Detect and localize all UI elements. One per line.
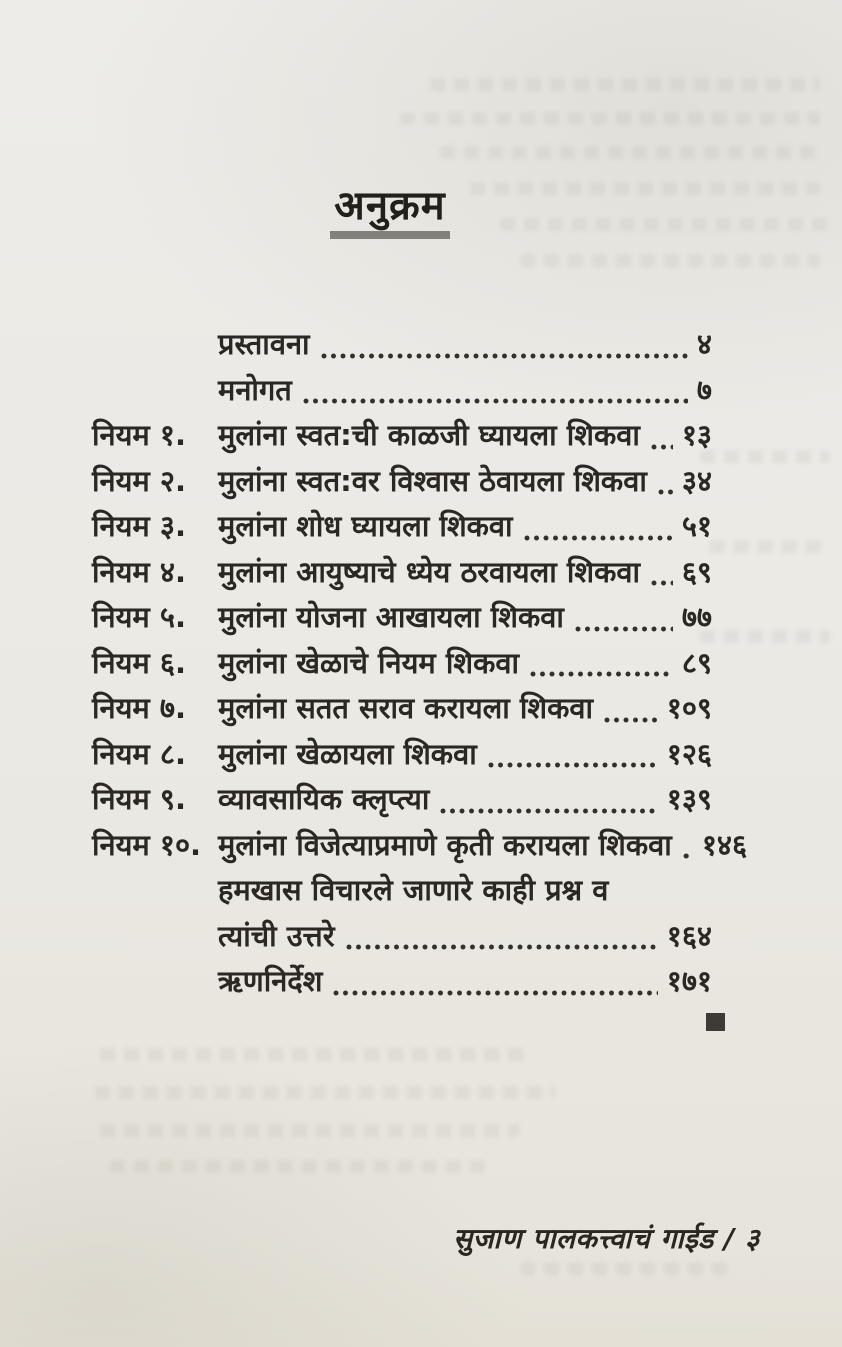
toc-page-number: १३९	[666, 782, 712, 816]
toc-page-number: ७	[696, 372, 712, 407]
toc-page-number: १७१	[666, 964, 712, 998]
heading-wrap	[0, 183, 842, 239]
dot-leader	[346, 944, 658, 950]
toc-entry-title: मुलांना विजेत्याप्रमाणे कृती करायला शिकवा	[218, 827, 672, 862]
ghost-text-band	[100, 1048, 530, 1061]
toc-page-number: ४	[696, 327, 712, 361]
toc-row	[92, 868, 712, 914]
dot-leader	[658, 489, 673, 495]
toc-row	[92, 322, 712, 368]
toc-row	[92, 595, 712, 641]
toc-row	[92, 550, 712, 596]
end-marker-square	[706, 1013, 725, 1031]
toc-row	[92, 368, 712, 414]
dot-leader	[333, 990, 657, 996]
ghost-text-band	[430, 78, 820, 91]
toc-row	[92, 641, 712, 687]
toc-row	[92, 459, 712, 505]
toc-entry-title: प्रस्तावना	[218, 327, 310, 361]
toc-entry-title: व्यावसायिक क्लृप्त्या	[218, 782, 430, 816]
toc-row	[92, 777, 712, 823]
dot-leader	[575, 626, 673, 632]
toc-page-number: १६४	[666, 918, 712, 953]
heading-underline	[330, 183, 449, 239]
toc-row	[92, 504, 712, 550]
toc-page-number: ५१	[681, 509, 712, 543]
toc-rule-label: नियम २.	[92, 463, 186, 498]
toc-entry-title: मुलांना स्वत:ची काळजी घ्यायला शिकवा	[218, 418, 640, 452]
toc-page-number: १४६	[701, 827, 748, 862]
dot-leader	[488, 762, 658, 768]
toc-page-number: ३४	[681, 463, 712, 498]
page-footer: सुजाण पालकत्त्वाचं गाईड / ३	[453, 1222, 760, 1255]
ghost-text-band	[440, 146, 820, 159]
toc-rule-label: नियम ३.	[92, 509, 186, 543]
table-of-contents	[92, 322, 748, 1005]
dot-leader	[683, 853, 693, 859]
dot-leader	[604, 717, 658, 723]
dot-leader	[440, 808, 657, 814]
dot-leader	[321, 353, 688, 359]
dot-leader	[303, 398, 688, 404]
toc-entry-title: मुलांना खेळाचे नियम शिकवा	[218, 645, 520, 680]
toc-page-number: १२६	[666, 736, 712, 771]
ghost-text-band	[700, 450, 830, 463]
toc-row	[92, 686, 712, 732]
ghost-text-band	[95, 1086, 555, 1099]
toc-rule-label: नियम १.	[92, 418, 186, 452]
toc-rule-label: नियम ६.	[92, 645, 186, 680]
toc-entry-title: मुलांना शोध घ्यायला शिकवा	[218, 509, 513, 543]
toc-rule-label: नियम ५.	[92, 600, 186, 634]
dot-leader	[651, 580, 673, 586]
toc-row	[92, 959, 712, 1005]
ghost-text-band	[110, 1160, 490, 1173]
toc-entry-title: मुलांना सतत सराव करायला शिकवा	[218, 691, 594, 725]
ghost-text-band	[100, 1124, 520, 1137]
toc-page-number: ६९	[681, 554, 712, 589]
ghost-text-band	[710, 540, 830, 553]
toc-rule-label: नियम ८.	[92, 736, 186, 771]
toc-entry-title: मुलांना योजना आखायला शिकवा	[218, 600, 564, 634]
ghost-text-band	[400, 112, 820, 125]
toc-page-number: १३	[681, 418, 712, 452]
toc-page-number: ८९	[681, 645, 712, 680]
toc-row	[92, 732, 712, 778]
toc-row	[92, 413, 712, 459]
toc-row	[92, 914, 712, 960]
toc-entry-title: मुलांना आयुष्याचे ध्येय ठरवायला शिकवा	[218, 554, 641, 589]
toc-entry-title: ऋणनिर्देश	[218, 964, 323, 998]
toc-entry-title: हमखास विचारले जाणारे काही प्रश्न व	[218, 873, 609, 907]
toc-rule-label: नियम १०.	[92, 827, 202, 862]
ghost-text-band	[700, 630, 830, 643]
toc-page-number: ७७	[681, 600, 712, 634]
toc-page-number: १०९	[666, 691, 712, 725]
toc-entry-title: त्यांची उत्तरे	[218, 918, 335, 953]
toc-entry-title: मुलांना स्वत:वर विश्वास ठेवायला शिकवा	[218, 463, 647, 498]
toc-row	[92, 823, 748, 869]
toc-rule-label: नियम ४.	[92, 554, 186, 589]
page-title: अनुक्रम	[334, 183, 446, 229]
toc-entry-title: मनोगत	[218, 372, 292, 407]
dot-leader	[651, 444, 673, 450]
ghost-text-band	[520, 254, 820, 267]
toc-rule-label: नियम ७.	[92, 691, 186, 725]
dot-leader	[530, 671, 673, 677]
ghost-text-band	[520, 1262, 730, 1275]
dot-leader	[524, 535, 673, 541]
toc-rule-label: नियम ९.	[92, 782, 186, 816]
toc-entry-title: मुलांना खेळायला शिकवा	[218, 736, 477, 771]
